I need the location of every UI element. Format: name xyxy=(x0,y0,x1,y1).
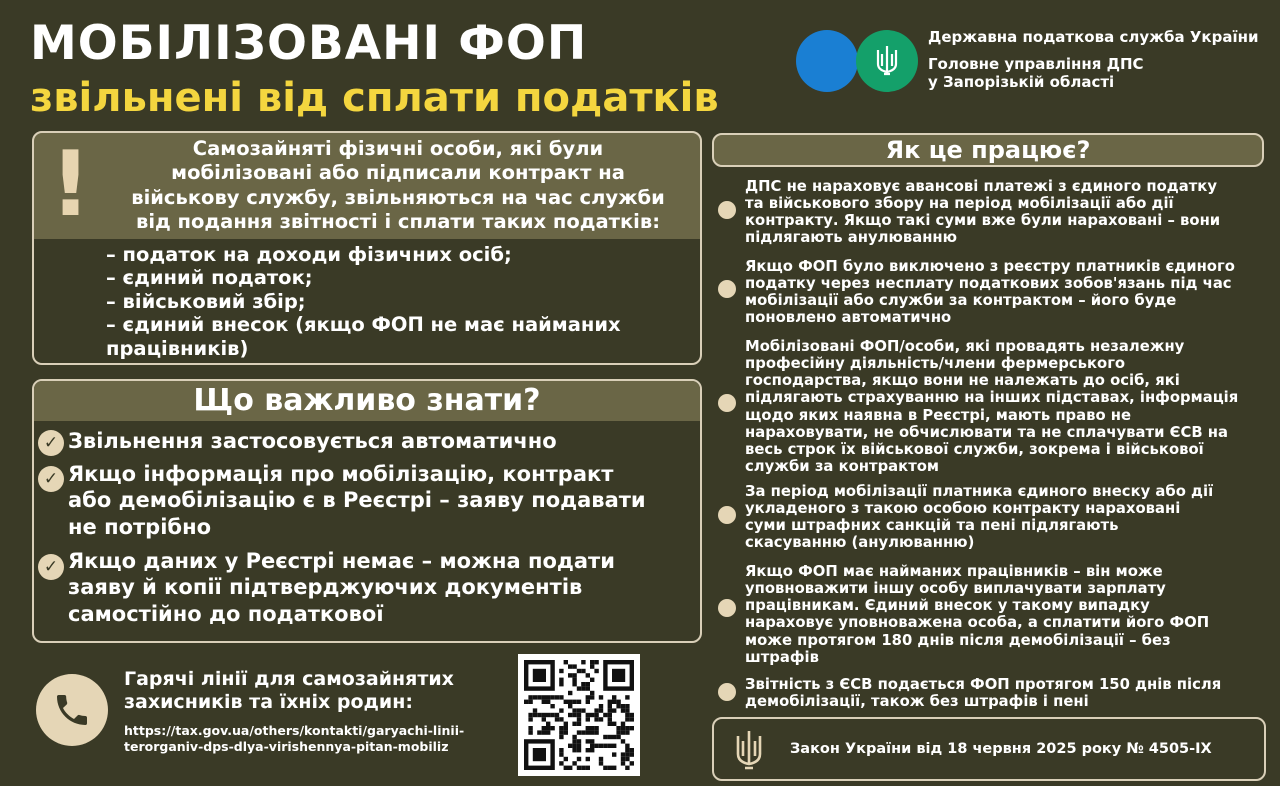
logo-blue-circle xyxy=(796,30,858,92)
hotline-url-line: https://tax.gov.ua/others/kontakti/garyachi-linii- xyxy=(124,723,465,738)
how-heading: Як це працює? xyxy=(712,133,1264,167)
tax-list-item: працівників) xyxy=(106,336,249,360)
how-item-line: господарства, якщо вони не належать до осіб, які xyxy=(745,372,1180,390)
how-item-line: уповноважити іншу особу виплачувати зарплату xyxy=(745,580,1166,598)
intro-text xyxy=(98,137,698,235)
how-item-line: професійну діяльність/члени фермерського xyxy=(745,355,1126,373)
how-item-line: Мобілізовані ФОП/особи, які провадять незалежну xyxy=(745,338,1185,355)
hotline-link[interactable] xyxy=(124,723,464,756)
important-item-line: Якщо даних у Реєстрі немає – можна подати xyxy=(68,549,615,573)
dot-icon xyxy=(718,280,736,298)
how-item xyxy=(745,178,1263,247)
important-item xyxy=(68,461,700,540)
important-item-line: Якщо інформація про мобілізацію, контракт xyxy=(68,462,614,486)
logo-green-circle xyxy=(856,30,918,92)
hotline-url-line: terorganiv-dps-dlya-virishennya-pitan-mobiliz xyxy=(124,739,449,755)
tax-list-item: – військовий збір; xyxy=(106,289,306,313)
how-item-line: весь строк їх військової служби, зокрема і військової xyxy=(745,440,1204,458)
how-item-line: суми штрафних санкцій та пені підлягають xyxy=(745,517,1119,535)
how-item-line: штрафів xyxy=(745,648,819,666)
law-reference: Закон України від 18 червня 2025 року № 4505-IX xyxy=(790,741,1212,757)
org-name: Державна податкова служба України xyxy=(928,28,1259,46)
check-icon: ✓ xyxy=(38,554,64,580)
how-item-line: щодо яких наявна в Реєстрі, мають право не xyxy=(745,406,1132,424)
intro-line: військову службу, звільняються на час служби xyxy=(131,185,665,209)
important-item-line: самостійно до податкової xyxy=(68,601,384,626)
dot-icon xyxy=(718,683,736,701)
how-item xyxy=(745,258,1263,327)
how-item-line: демобілізації, також без штрафів і пені xyxy=(745,693,1089,711)
how-item xyxy=(745,483,1263,552)
dot-icon xyxy=(718,599,736,617)
how-item xyxy=(745,676,1263,710)
how-item-line: працівникам. Єдиний внесок у такому випадку xyxy=(745,597,1150,615)
how-item-line: скасуванню (анулюванню) xyxy=(745,534,975,552)
how-item-line: та військового збору на період мобілізації або дії xyxy=(745,195,1174,213)
check-icon: ✓ xyxy=(38,466,64,492)
important-item xyxy=(68,548,700,627)
how-item-line: Якщо ФОП було виключено з реєстру платників єдиного xyxy=(745,258,1235,275)
hotline-title xyxy=(124,668,454,714)
how-item-line: ДПС не нараховує авансові платежі з єдиного податку xyxy=(745,178,1217,195)
important-item xyxy=(68,428,700,454)
important-item-line: або демобілізацію є в Реєстрі – заяву подавати xyxy=(68,488,646,513)
intro-line: мобілізовані або підписали контракт на xyxy=(171,161,625,185)
check-icon: ✓ xyxy=(38,430,64,456)
org-department: Головне управління ДПС xyxy=(928,55,1144,73)
how-item xyxy=(745,563,1263,666)
important-item-line: Звільнення застосовується автоматично xyxy=(68,429,557,453)
how-item-line: Звітність з ЄСВ подається ФОП протягом 150 днів після xyxy=(745,676,1222,693)
how-item-line: Якщо ФОП має найманих працівників – він може xyxy=(745,563,1163,580)
how-item-line: нараховує уповноважена особа, а сплатити його ФОП xyxy=(745,614,1210,632)
intro-line: від подання звітності і сплати таких податків: xyxy=(135,210,660,234)
important-item-line: заяву й копії підтверджуючих документів xyxy=(68,575,583,600)
how-item-line: контракту. Якщо такі суми вже були нараховані – вони xyxy=(745,212,1221,230)
how-item-line: може протягом 180 днів після демобілізації – без xyxy=(745,631,1171,649)
how-item-line: служби за контрактом xyxy=(745,458,940,476)
trident-icon xyxy=(874,44,900,78)
important-heading: Що важливо знати? xyxy=(34,381,700,421)
tax-list xyxy=(106,243,696,360)
phone-icon-circle xyxy=(36,674,108,746)
important-item-line: не потрібно xyxy=(68,514,212,539)
how-item-line: укладеного з такою особою контракту нараховані xyxy=(745,500,1181,518)
dot-icon xyxy=(718,506,736,524)
tax-list-item: – єдиний податок; xyxy=(106,266,313,290)
how-item-line: мобілізації або служби за контрактом – його буде xyxy=(745,292,1177,310)
how-item-line: поновлено автоматично xyxy=(745,309,952,327)
exclamation-icon: ! xyxy=(50,132,92,237)
tax-list-item: – єдиний внесок (якщо ФОП не має найманих xyxy=(106,313,621,337)
how-item-line: За період мобілізації платника єдиного внеску або дії xyxy=(745,483,1214,500)
qr-code xyxy=(518,654,640,776)
trident-icon xyxy=(734,728,764,772)
page-subtitle: звільнені від сплати податків xyxy=(30,75,719,121)
hotline-line: Гарячі лінії для самозайнятих xyxy=(124,668,454,690)
hotline-line: захисників та їхніх родин: xyxy=(124,690,413,713)
how-item-line: податку через несплату податкових зобов'язань під час xyxy=(745,275,1232,293)
how-item-line: підлягають страхуванню на інших підставах, інформація xyxy=(745,389,1239,407)
page-title: МОБІЛІЗОВАНІ ФОП xyxy=(30,16,588,71)
qr-code-pattern xyxy=(518,654,640,776)
tax-list-item: – податок на доходи фізичних осіб; xyxy=(106,243,512,266)
how-item-line: нараховувати, не обчислювати та не сплачувати ЄСВ на xyxy=(745,423,1228,441)
intro-line: Самозайняті фізичні особи, які були xyxy=(192,137,604,160)
how-item xyxy=(745,338,1263,475)
phone-icon xyxy=(52,690,92,730)
dot-icon xyxy=(718,394,736,412)
org-region: у Запорізькій області xyxy=(928,73,1115,91)
dot-icon xyxy=(718,201,736,219)
how-item-line: підлягають анулюванню xyxy=(745,229,958,247)
